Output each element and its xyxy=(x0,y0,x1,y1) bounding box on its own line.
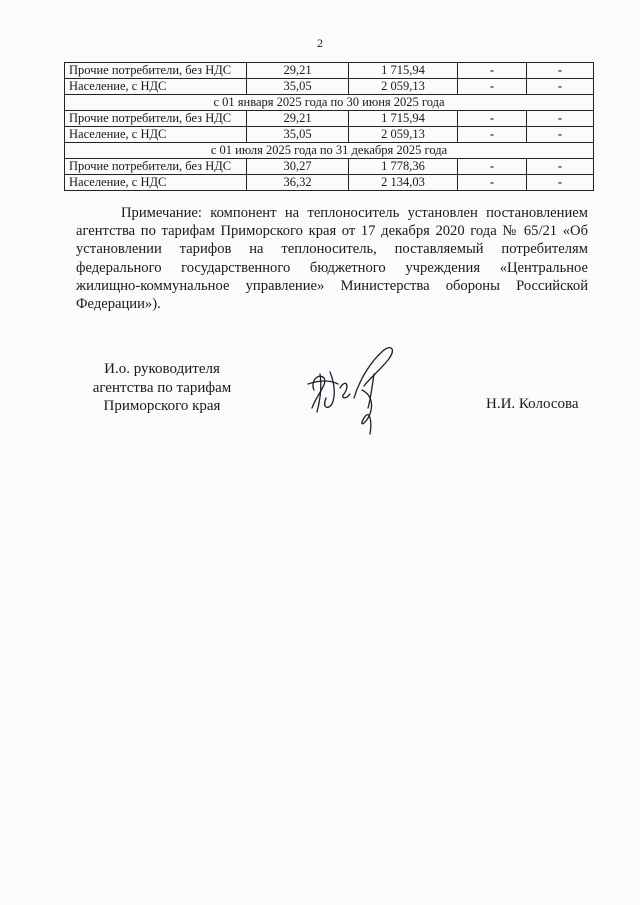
table-row xyxy=(65,159,594,175)
page-number: 2 xyxy=(317,36,323,50)
consumer-cell: Прочие потребители, без НДС xyxy=(65,111,247,127)
table-row xyxy=(65,63,594,79)
consumer-cell: Прочие потребители, без НДС xyxy=(65,159,247,175)
signer-title-line: И.о. руководителя xyxy=(104,361,220,377)
value-cell: - xyxy=(458,127,527,143)
period-label: с 01 июля 2025 года по 31 декабря 2025 года xyxy=(65,143,594,159)
value-cell: 1 715,94 xyxy=(349,111,458,127)
table-row xyxy=(65,175,594,191)
handwritten-signature xyxy=(300,338,410,438)
value-cell: 35,05 xyxy=(247,79,349,95)
value-cell: 30,27 xyxy=(247,159,349,175)
value-cell: 2 059,13 xyxy=(349,127,458,143)
value-cell: 36,32 xyxy=(247,175,349,191)
signer-title-line: агентства по тарифам xyxy=(92,379,232,396)
value-cell: 2 134,03 xyxy=(349,175,458,191)
value-cell: - xyxy=(527,63,594,79)
value-cell: - xyxy=(458,159,527,175)
tariff-table xyxy=(64,62,594,191)
signer-title-line: Приморского края xyxy=(103,398,221,414)
value-cell: - xyxy=(458,79,527,95)
value-cell: - xyxy=(527,159,594,175)
value-cell: - xyxy=(527,175,594,191)
consumer-cell: Прочие потребители, без НДС xyxy=(65,63,247,79)
value-cell: - xyxy=(458,111,527,127)
value-cell: 35,05 xyxy=(247,127,349,143)
value-cell: 29,21 xyxy=(247,111,349,127)
value-cell: - xyxy=(458,175,527,191)
value-cell: - xyxy=(458,63,527,79)
period-label: с 01 января 2025 года по 30 июня 2025 года xyxy=(65,95,594,111)
consumer-cell: Население, с НДС xyxy=(65,79,247,95)
tariff-table-body xyxy=(65,63,594,191)
consumer-cell: Население, с НДС xyxy=(65,127,247,143)
value-cell: - xyxy=(527,127,594,143)
consumer-cell: Население, с НДС xyxy=(65,175,247,191)
table-row xyxy=(65,127,594,143)
period-row xyxy=(65,143,594,159)
period-row xyxy=(65,95,594,111)
note-paragraph: Примечание: компонент на теплоноситель установлен постановлением агентства по тарифам Приморского края от 17 декабря 2020 года № 65/21 «Об установлении тарифов на теплоноситель, поставляемый потребителям федерального государственного бюджетного учреждения «Центральное жилищно-коммунальное управление» Министерства обороны Российской Федерации»). xyxy=(76,205,588,313)
table-row xyxy=(65,79,594,95)
value-cell: 1 778,36 xyxy=(349,159,458,175)
signer-name: Н.И. Колосова xyxy=(486,396,579,412)
value-cell: 2 059,13 xyxy=(349,79,458,95)
table-row xyxy=(65,111,594,127)
value-cell: 1 715,94 xyxy=(349,63,458,79)
value-cell: 29,21 xyxy=(247,63,349,79)
value-cell: - xyxy=(527,79,594,95)
signer-title xyxy=(72,360,252,416)
value-cell: - xyxy=(527,111,594,127)
